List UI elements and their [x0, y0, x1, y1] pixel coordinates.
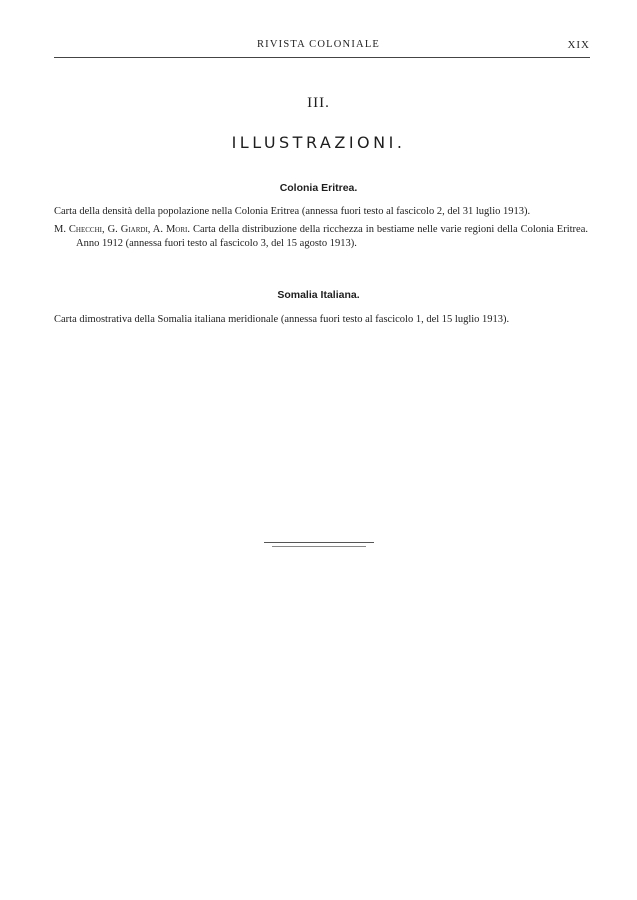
entry-list-eritrea	[54, 205, 588, 255]
header-rule	[54, 57, 590, 58]
entry-list-somalia	[54, 313, 588, 331]
list-item	[54, 313, 588, 328]
list-item	[54, 205, 588, 220]
page-number: XIX	[567, 39, 590, 51]
end-rule-secondary	[272, 546, 366, 547]
subheading-somalia-italiana: Somalia Italiana.	[277, 289, 360, 301]
entry-text: Carta dimostrativa della Somalia italiana meridionale (annessa fuori testo al fascicolo 1, del 15 luglio 1913).	[54, 314, 510, 325]
entry-text: Carta della distribuzione della ricchezza in bestiame nelle varie regioni della Colonia Eritrea. Anno 1912 (annessa fuori testo al fascicolo 3, del 15 agosto 1913).	[76, 223, 588, 249]
section-number: III.	[307, 95, 330, 111]
running-header	[0, 39, 637, 55]
end-rule	[264, 542, 374, 543]
entry-text: Carta della densità della popolazione nella Colonia Eritrea (annessa fuori testo al fascicolo 2, del 31 luglio 1913).	[54, 206, 531, 217]
list-item	[54, 223, 588, 252]
subheading-colonia-eritrea: Colonia Eritrea.	[279, 182, 358, 194]
entry-authors: M. Checchi, G. Giardi, A. Mori.	[54, 223, 190, 235]
section-title: ILLUSTRAZIONI.	[231, 133, 406, 152]
running-title: RIVISTA COLONIALE	[256, 39, 381, 50]
